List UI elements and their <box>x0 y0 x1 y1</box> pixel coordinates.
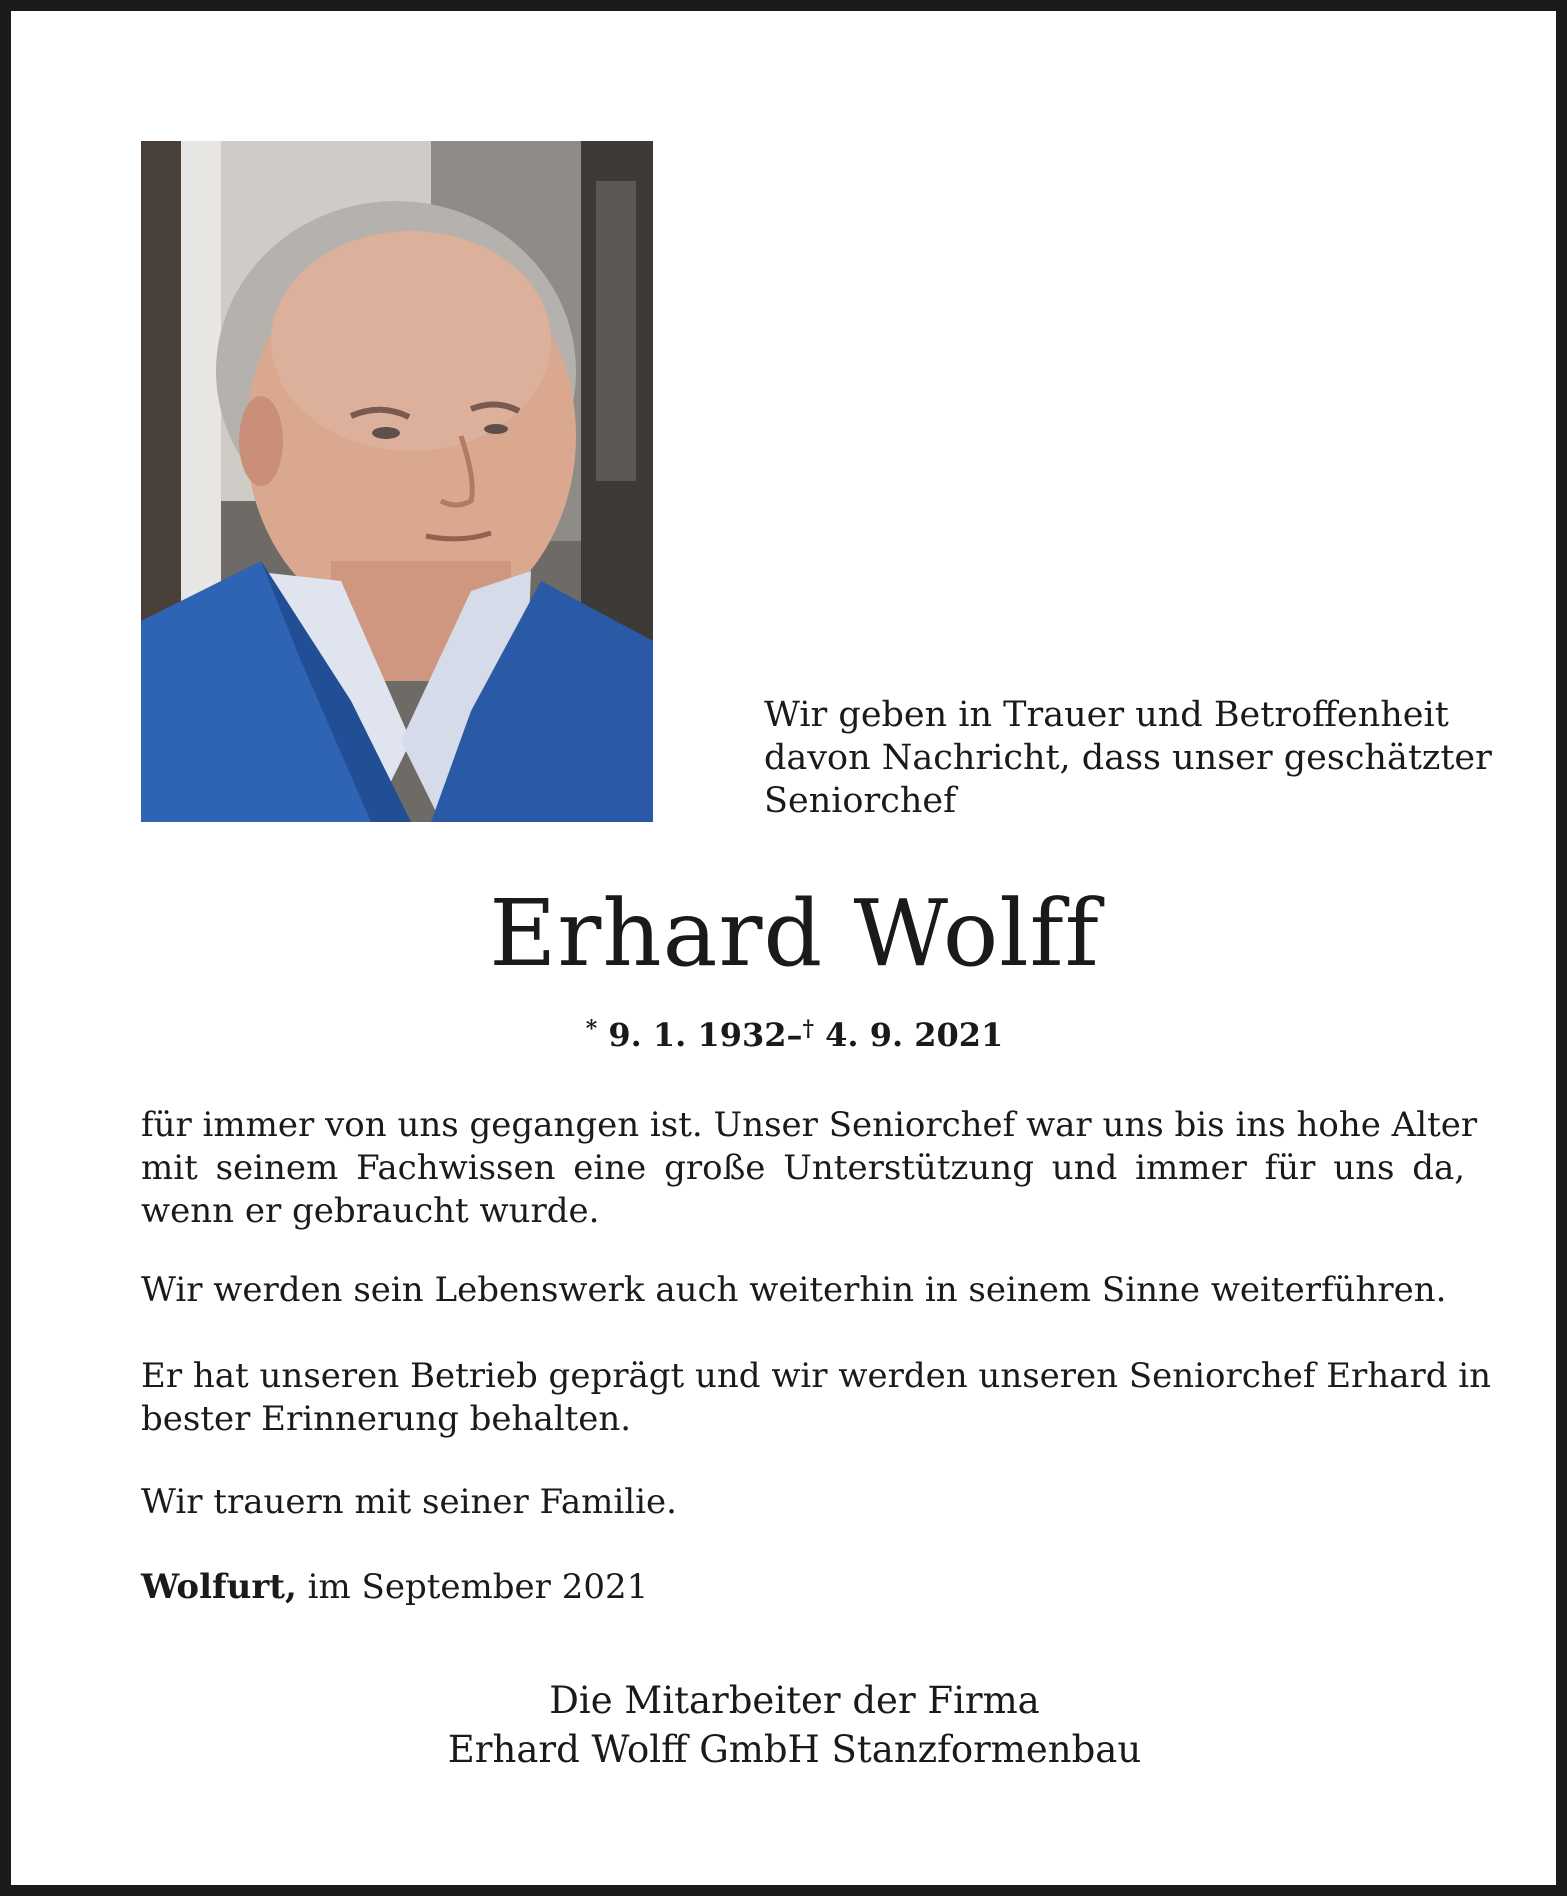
place-date-text: im September 2021 <box>296 1567 649 1607</box>
body-line: Wir trauern mit seiner Familie. <box>141 1482 677 1522</box>
signoff-line-2: Erhard Wolff GmbH Stanzformenbau <box>447 1728 1142 1771</box>
body-line: mit seinem Fachwissen eine große Unterstützung und immer für uns da, <box>141 1148 1466 1188</box>
signoff-line-1: Die Mitarbeiter der Firma <box>549 1679 1040 1722</box>
body-line: Wir werden sein Lebenswerk auch weiterhin in seinem Sinne weiterführen. <box>141 1270 1447 1310</box>
signoff <box>11 1676 1567 1774</box>
body-line <box>141 1104 1478 1147</box>
death-symbol: † <box>802 1016 815 1042</box>
body-line: wenn er gebraucht wurde. <box>141 1191 600 1231</box>
body-paragraph-3 <box>141 1355 1492 1441</box>
portrait-icon <box>141 141 653 822</box>
place-date <box>141 1566 1451 1609</box>
body-line-text: für immer von uns gegangen ist. Unser Seniorchef war uns bis ins hohe Alter <box>141 1105 1478 1145</box>
deceased-name: Erhard Wolff <box>489 880 1100 987</box>
life-dates <box>11 1008 1567 1056</box>
intro-text <box>764 694 1492 823</box>
portrait-photo <box>141 141 653 822</box>
body-line: Er hat unseren Betrieb geprägt und wir werden unseren Seniorchef Erhard in <box>141 1356 1492 1396</box>
body-paragraph-1 <box>141 1104 1478 1233</box>
body-paragraph-4 <box>141 1481 1451 1524</box>
birth-symbol: * <box>585 1016 598 1042</box>
death-date: 4. 9. 2021 <box>825 1016 1004 1054</box>
intro-line: Seniorchef <box>764 781 957 821</box>
birth-date: 9. 1. 1932 <box>608 1016 787 1054</box>
body-paragraph-2 <box>141 1269 1451 1312</box>
body-line: bester Erinnerung behalten. <box>141 1399 632 1439</box>
date-separator: – <box>786 1016 803 1054</box>
place-date-line <box>141 1566 1451 1609</box>
place-town: Wolfurt, <box>141 1567 297 1607</box>
intro-line: davon Nachricht, dass unser geschätzter <box>764 738 1492 778</box>
intro-line: Wir geben in Trauer und Betroffenheit <box>764 695 1449 735</box>
